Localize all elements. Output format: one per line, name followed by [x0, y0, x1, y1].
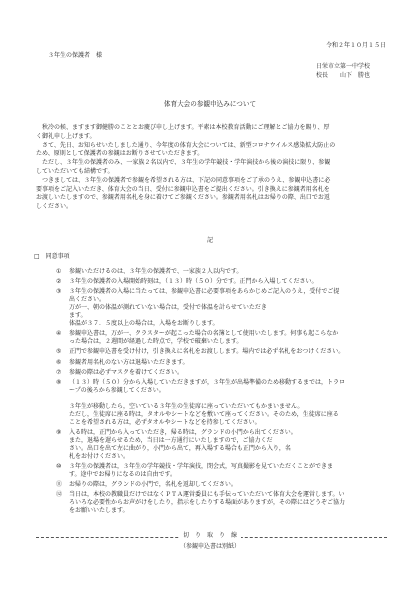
cut-label: 切 り 取 り 線 — [179, 532, 241, 539]
item-number: ⑨ — [56, 428, 62, 436]
school-name: 日栄市立第一中学校 — [316, 63, 371, 70]
item-line: 参観の際は必ずマスクを着けてください。 — [69, 368, 184, 376]
intro-line: ため、原則として保護者の参観はお断りさせていただきます。 — [36, 150, 204, 158]
item-number: ⑧ — [56, 378, 62, 386]
item-number: ⑤ — [56, 348, 62, 356]
item-line: ープの後ろから参観してください。 — [69, 386, 165, 394]
intro-line: ただし、３年生の保護者のみ、一家族２名以内で、３年生の学年競技・学年演技から後の演技に限り、参観 — [36, 159, 331, 167]
item-line: ます。 — [69, 312, 87, 320]
intro-line: さて、先日、お知らせいたしました通り、今年度の体育大会については、新型コロナウイルス感染拡大防止の — [36, 141, 336, 149]
item-number: ② — [56, 278, 62, 286]
intro-line: 要事項をご記入いただき、体育大会の当日、受付に参観申込書をご提出ください。引き換えに参観者用名札を — [36, 185, 330, 193]
item-line: 参観申込書は，万が一、クラスターが起こった場合の名簿として使用いたします。何事も起こらなか — [69, 330, 339, 338]
item-line: 入る時は，正門から入っていただき，帰る時は，グランドの小門から出てください。 — [69, 428, 297, 436]
cut-sub-note: （参観申込書は別紙） — [179, 543, 240, 550]
item-line: 当日は，本校の教職員だけではなくＰＴＡ運営委員にも手伝っていただいて体育大会を運営します。い — [69, 490, 345, 498]
item-number: ⑪ — [56, 480, 63, 488]
item-number: ④ — [56, 330, 62, 338]
item-line: 出ください。 — [69, 296, 106, 304]
item-line: 札をお付けください。 — [69, 452, 130, 460]
document-date: 令和２年１０月１５日 — [325, 42, 386, 49]
item-number: ⑫ — [56, 490, 63, 498]
item-number: ⑥ — [56, 358, 62, 366]
item-line: った場合は，２週間が経過した時点で，学校で破棄いたします。 — [69, 338, 243, 346]
agreement-heading: □ 同意事項 — [34, 253, 70, 260]
item-line: ３年生の保護者の入場開始時刻は，（１３）時（５０）分です。正門から入場してください。 — [69, 278, 318, 286]
item-line: ただし，生徒席に座る時は，タオルやシートなどを敷いて座ってください。そのため，生徒席に座る — [69, 410, 339, 418]
intro-line: く御礼申し上げます。 — [36, 132, 96, 140]
item-line: す。途中でお帰りになるのは自由です。 — [69, 470, 177, 478]
recipient: ３年生の保護者 様 — [48, 52, 103, 59]
item-line: をお願いいたします。 — [69, 506, 129, 514]
item-line: 参観いただけるのは、３年生の保護者で、一家族２人以内です。 — [69, 268, 243, 275]
intro-line: 秋冷の候、ますます御健勝のこととお慶び申し上げます。平素は本校教育活動にご理解とご協力を賜り、厚 — [36, 124, 330, 131]
item-line: 体温が３７．５度以上の場合は，入場をお断りします。 — [69, 320, 219, 328]
item-line: お帰りの際は，グランドの小門で，名札を返却してください。 — [69, 480, 237, 488]
item-line: ３年生が移動したら，空いている３年生の生徒席に座っていただいてもかまいません。 — [69, 402, 304, 410]
principal-name: 校長 山下 勝也 — [316, 72, 371, 79]
item-line: さい。出口を出て左に曲がり，小門から出て，再入場する場合も正門から入り，名 — [69, 444, 291, 452]
intro-line: つきましては、３年生の保護者で参観を希望される方は、下記の同意事項をご了承のうえ、参観申込書に必 — [36, 176, 331, 184]
item-number: ① — [56, 268, 62, 275]
item-line: 万が一、朝の体温が測れていない場合は，受付で体温を計らせていただき — [69, 304, 267, 312]
document-title: 体育大会の参観申込みについて — [163, 100, 257, 108]
item-line: 参観者用名札のない方は退場いただきます。 — [69, 358, 189, 366]
item-number: ⑩ — [56, 462, 62, 470]
intro-line: お渡しいたしますので、参観者用名札を身に着けてご参観ください。参観者用名札はお帰りの際、出口でお返 — [36, 194, 330, 202]
intro-line: していただいても結構です。 — [36, 168, 114, 175]
item-line: ３年生の保護者の入場に当たっては、参観申込書に必要事項をあらかじめご記入のうえ，受付でご提 — [69, 288, 340, 296]
item-line: （１３）時（５０）分から入場していただきますが，３年生が出場準備のため移動するまでは，トラロ — [69, 378, 346, 386]
item-line: また，退場を遅らせるため，当日は一方通行にいたしますので，ご協力くだ — [69, 436, 273, 444]
item-number: ⑦ — [56, 368, 62, 376]
item-number: ③ — [56, 288, 62, 296]
item-line: ろいろな必要性からお声がけをしたり，指示をしたりする場面がありますが，その際にはどうぞご協力 — [69, 498, 346, 506]
item-line: ことを希望される方は，必ずタオルやシートなどを持参してください。 — [69, 418, 261, 426]
item-line: ３年生の保護者は，３年生の学年競技・学年演技，閉会式，写真撮影を見ていただくことができま — [69, 462, 334, 470]
ki-marker: 記 — [206, 237, 213, 244]
item-line: 正門で参観申込書を受け付け，引き換えに名札をお渡しします。場内では必ず名札をおつけください。 — [69, 348, 345, 356]
intro-line: しください。 — [36, 203, 73, 211]
